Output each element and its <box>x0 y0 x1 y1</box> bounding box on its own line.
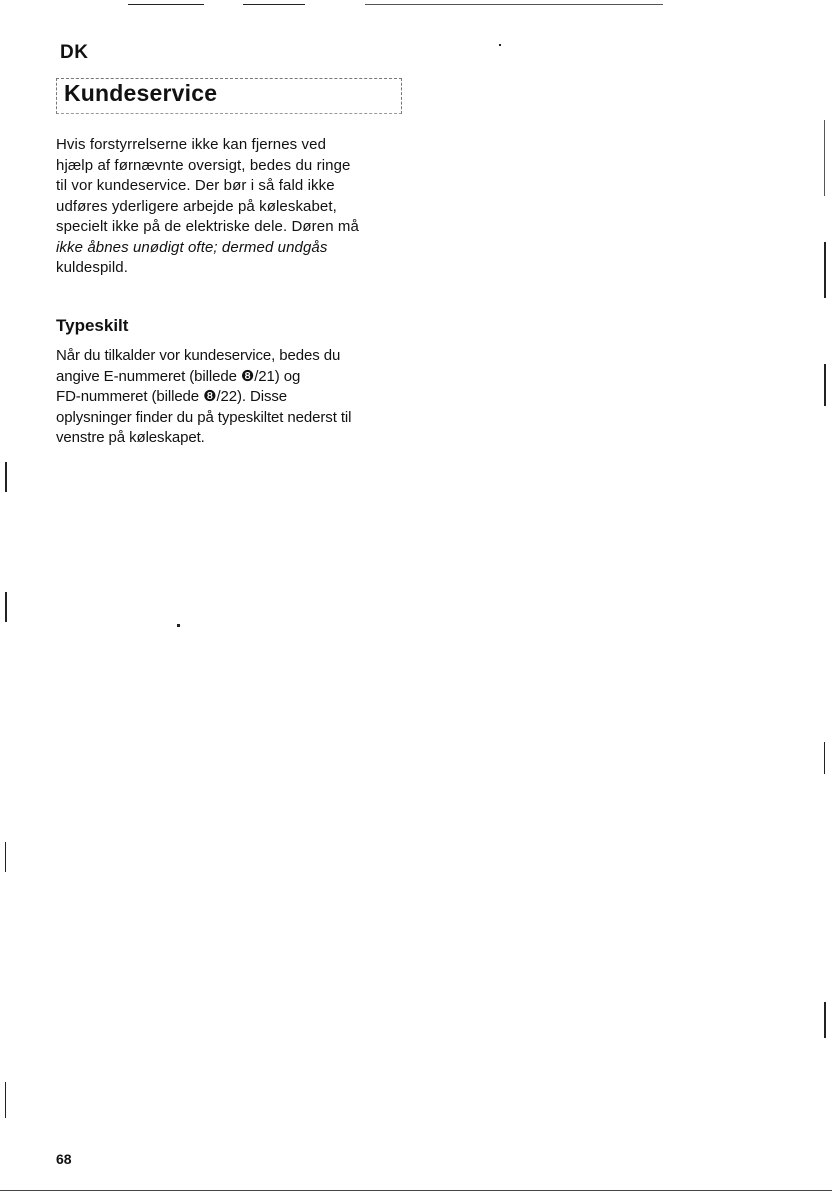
paragraph-line: udføres yderligere arbejde på køleskabet, <box>56 197 337 215</box>
kundeservice-paragraph <box>56 135 402 279</box>
paragraph-line: venstre på køleskapet. <box>56 429 205 446</box>
scan-line-top-3 <box>365 4 663 5</box>
scan-edge-right-5 <box>824 1002 826 1038</box>
scan-edge-left-1 <box>5 462 7 492</box>
paragraph-line: oplysninger finder du på typeskiltet nederst til <box>56 408 352 426</box>
paragraph-line: Når du tilkalder vor kundeservice, bedes du <box>56 347 341 364</box>
scan-edge-right-3 <box>824 364 826 406</box>
paragraph-line: til vor kundeservice. Der bør i så fald ikke <box>56 177 335 194</box>
paragraph-line: kuldespild. <box>56 259 128 276</box>
paragraph-line: FD-nummeret (billede ❽/22). Disse <box>56 388 288 405</box>
country-code-label: DK <box>60 42 89 63</box>
scan-line-bottom <box>0 1190 832 1191</box>
paragraph-line: specielt ikke på de elektriske dele. Døren må <box>56 218 359 235</box>
typeskilt-paragraph <box>56 346 396 449</box>
scan-edge-right-4 <box>824 742 825 774</box>
scan-edge-left-2 <box>5 592 7 622</box>
paragraph-line: angive E-nummeret (billede ❽/21) og <box>56 367 301 385</box>
section-title: Kundeservice <box>64 80 218 106</box>
paragraph-line: hjælp af førnævnte oversigt, bedes du ringe <box>56 156 351 174</box>
scan-dot-2 <box>499 44 501 46</box>
scan-line-top-1 <box>128 4 204 5</box>
scan-edge-left-3 <box>5 842 6 872</box>
scan-edge-left-4 <box>5 1082 6 1118</box>
paragraph-line: ikke åbnes unødigt ofte; dermed undgås <box>56 238 328 256</box>
paragraph-line: Hvis forstyrrelserne ikke kan fjernes ved <box>56 136 327 153</box>
scan-edge-right-2 <box>824 242 826 298</box>
page-number: 68 <box>56 1151 72 1167</box>
typeskilt-heading: Typeskilt <box>56 316 129 335</box>
scan-dot-1 <box>177 624 180 627</box>
scan-line-top-2 <box>243 4 305 5</box>
scan-edge-right-1 <box>824 120 825 196</box>
